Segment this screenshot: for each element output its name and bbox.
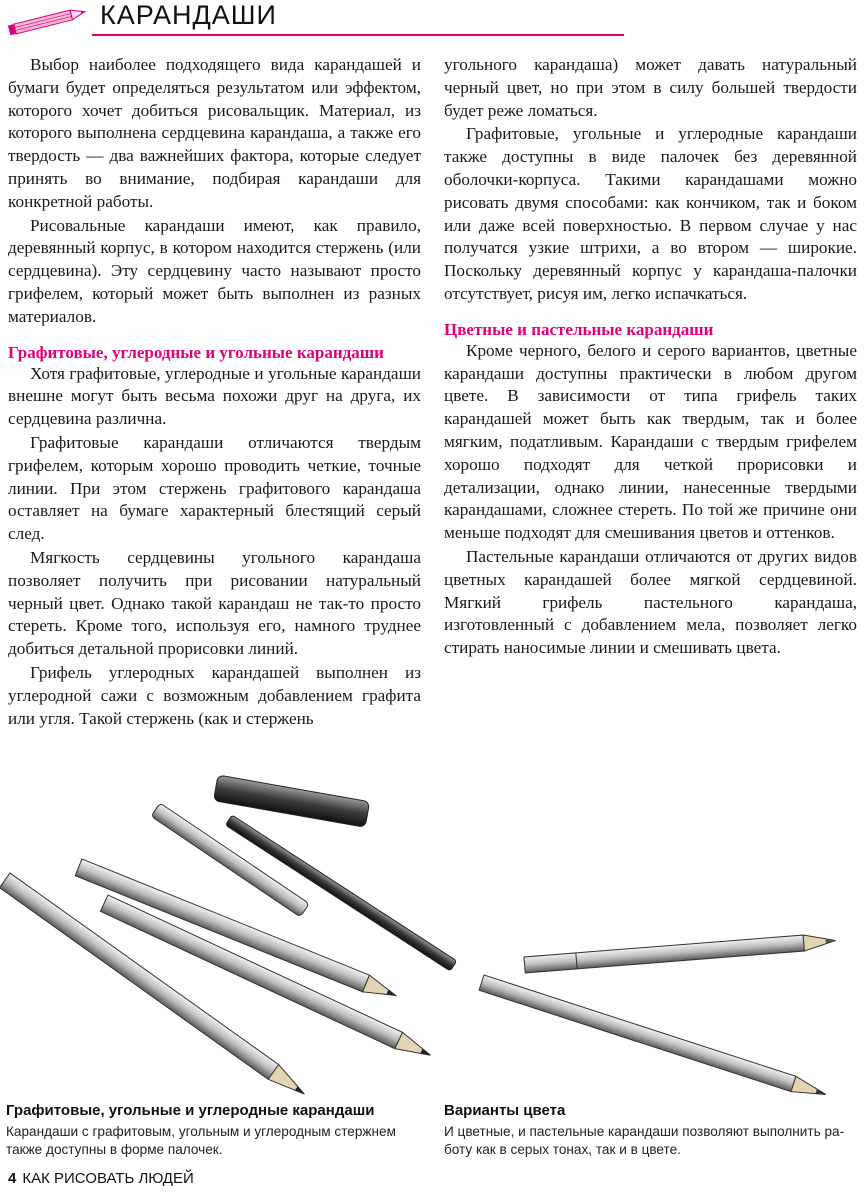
page-header bbox=[0, 0, 864, 42]
pencils-illustration bbox=[0, 765, 864, 1095]
paragraph: Хотя графитовые, углеродные и угольные карандаши внешне могут быть весьма похожи друг на друга, их сердцевина различна. bbox=[8, 363, 421, 429]
paragraph: Графитовые карандаши отличаются твердым грифелем, которым хорошо проводить четкие, точные линии. При этом стержень графитового карандаша оставляет на бумаге характерный блестящий серый след. bbox=[8, 432, 421, 544]
charcoal-pencil bbox=[75, 859, 399, 1004]
color-pencil-upper bbox=[524, 933, 836, 973]
page-title: КАРАНДАШИ bbox=[100, 0, 277, 30]
page-number: 4 bbox=[8, 1170, 17, 1187]
caption-body: Карандаши с графитовым, угольным и углеродным стержнем также доступны в форме палочек. bbox=[6, 1124, 396, 1157]
pencil-icon bbox=[6, 4, 88, 38]
paragraph: Рисовальные карандаши имеют, как правило, деревянный корпус, в котором находится стержень (или сердцевина). Эту сердцевину часто называют просто грифелем, который может быть выполнен из разных материалов. bbox=[8, 215, 421, 326]
caption-title: Варианты цвета bbox=[444, 1102, 566, 1119]
paragraph: Мягкость сердцевины угольного карандаша позволяет получить при рисовании натуральный черный цвет. Однако такой карандаш не так-то просто стереть. Кроме того, используя его, намного труднее добиться детальной прорисовки линий. bbox=[8, 547, 421, 659]
paragraph: Кроме черного, белого и серого вариантов, цветные карандаши доступны практически в любом другом цвете. В зависимости от типа грифель таких карандашей может быть как твердым, так и более мягким, податливым. Карандаши с твердым грифелем хорошо подходят для четкой прорисовки и детализации, однако линии, нанесенные твердыми карандашами, сложнее стереть. По той же причине они меньше подходят для смешивания цветов и оттенков. bbox=[444, 340, 857, 543]
right-column bbox=[444, 54, 857, 660]
caption-title: Графитовые, угольные и углеродные карандаши bbox=[6, 1102, 375, 1119]
section-heading: Графитовые, углеродные и угольные карандаши bbox=[8, 342, 384, 362]
paragraph: Пастельные карандаши отличаются от других видов цветных карандашей более мягкой сердцевиной. Мягкий грифель пастельного карандаша, изготовленный с добавлением мела, позволяет легко стирать наносимые линии и смешивать цвета. bbox=[444, 546, 857, 658]
caption-body: И цветные, и пастельные карандаши позволяют выполнить работу как в серых тонах, так и в цвете. bbox=[444, 1124, 845, 1157]
left-column bbox=[8, 54, 421, 730]
caption-right bbox=[444, 1101, 862, 1159]
page-footer bbox=[8, 1170, 194, 1187]
paragraph: угольного карандаша) может давать натуральный черный цвет, но при этом в силу большей твердости будет реже ломаться. bbox=[444, 55, 857, 120]
paragraph: Грифель углеродных карандашей выполнен из углеродной сажи с возможным добавлением графита или угля. Такой стержень (как и стержень bbox=[8, 662, 421, 728]
section-heading: Цветные и пастельные карандаши bbox=[444, 319, 714, 339]
caption-left bbox=[6, 1101, 426, 1159]
pastel-pencil bbox=[479, 975, 828, 1095]
book-title: КАК РИСОВАТЬ ЛЮДЕЙ bbox=[22, 1170, 194, 1187]
header-rule bbox=[92, 34, 624, 36]
paragraph: Выбор наиболее подходящего вида карандашей и бумаги будет определяться результатом или эффектом, которого хочет добиться рисовальщик. Материал, из которого выполнена сердцевина карандаша, а также его твердость — два важнейших фактора, которые следует принять во внимание, подбирая карандаши для конкретной работы. bbox=[8, 55, 421, 211]
paragraph: Графитовые, угольные и углеродные карандаши также доступны в виде палочек без деревянной оболочки-корпуса. Такими карандашами можно рисовать двумя способами: как кончиком, так и боком или даже всей поверхностью. В первом случае у нас получатся узкие штрихи, а во втором — широкие. Поскольку деревянный корпус у карандаша-палочки отсутствует, рисуя им, легко испачкаться. bbox=[444, 124, 857, 303]
